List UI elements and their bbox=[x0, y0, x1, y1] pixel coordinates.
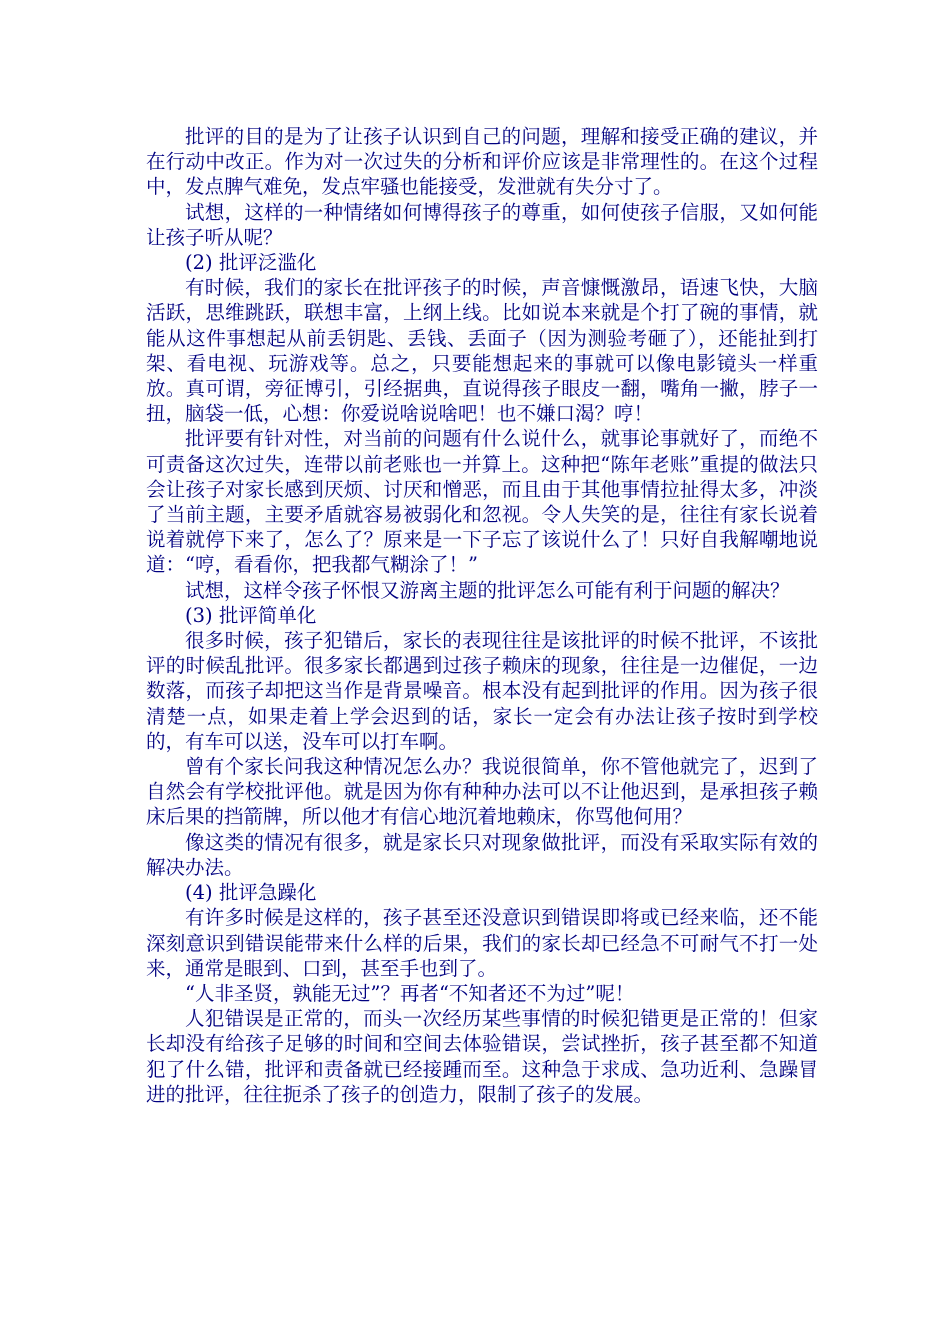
paragraph: 批评要有针对性，对当前的问题有什么说什么，就事论事就好了，而绝不可责备这次过失，连带以前老账也一并算上。这种把“陈年老账”重提的做法只会让孩子对家长感到厌烦、讨厌和憎恶，而且由于其他事情拉扯得太多，冲淡了当前主题，主要矛盾就容易被弱化和忽视。令人失笑的是，往往有家长说着说着就停下来了，怎么了？原来是一下子忘了该说什么了！只好自我解嘲地说道：“哼，看看你，把我都气糊涂了！” bbox=[146, 427, 818, 577]
document-body bbox=[146, 124, 818, 1107]
paragraph: 人犯错误是正常的，而头一次经历某些事情的时候犯错更是正常的！但家长却没有给孩子足够的时间和空间去体验错误，尝试挫折，孩子甚至都不知道犯了什么错，批评和责备就已经接踵而至。这种急于求成、急功近利、急躁冒进的批评，往往扼杀了孩子的创造力，限制了孩子的发展。 bbox=[146, 1007, 818, 1106]
paragraph: 曾有个家长问我这种情况怎么办？我说很简单，你不管他就完了，迟到了自然会有学校批评他。就是因为你有种种办法可以不让他迟到，是承担孩子赖床后果的挡箭牌，所以他才有信心地沉着地赖床，你骂他何用？ bbox=[146, 755, 818, 829]
paragraph: 试想，这样的一种情绪如何博得孩子的尊重，如何使孩子信服，又如何能让孩子听从呢？ bbox=[146, 200, 818, 249]
paragraph: 批评的目的是为了让孩子认识到自己的问题，理解和接受正确的建议，并在行动中改正。作为对一次过失的分析和评价应该是非常理性的。在这个过程中，发点脾气难免，发点牢骚也能接受，发泄就有失分寸了。 bbox=[146, 125, 818, 199]
paragraph: 很多时候，孩子犯错后，家长的表现往往是该批评的时候不批评，不该批评的时候乱批评。很多家长都遇到过孩子赖床的现象，往往是一边催促，一边数落，而孩子却把这当作是背景噪音。根本没有起到批评的作用。因为孩子很清楚一点，如果走着上学会迟到的话，家长一定会有办法让孩子按时到学校的，有车可以送，没车可以打车啊。 bbox=[146, 629, 818, 753]
paragraph: 像这类的情况有很多，就是家长只对现象做批评，而没有采取实际有效的解决办法。 bbox=[146, 830, 818, 879]
section-heading: (3) 批评简单化 bbox=[185, 603, 317, 627]
section-heading: (4) 批评急躁化 bbox=[185, 881, 317, 905]
paragraph: “人非圣贤，孰能无过”？再者“不知者还不为过”呢！ bbox=[185, 981, 635, 1005]
paragraph: 试想，这样令孩子怀恨又游离主题的批评怎么可能有利于问题的解决？ bbox=[185, 578, 790, 602]
paragraph: 有许多时候是这样的，孩子甚至还没意识到错误即将或已经来临，还不能深刻意识到错误能带来什么样的后果，我们的家长却已经急不可耐气不打一处来，通常是眼到、口到，甚至手也到了。 bbox=[146, 906, 818, 980]
section-heading: (2) 批评泛滥化 bbox=[185, 251, 317, 275]
paragraph: 有时候，我们的家长在批评孩子的时候，声音慷慨激昂，语速飞快，大脑活跃，思维跳跃，联想丰富，上纲上线。比如说本来就是个打了碗的事情，就能从这件事想起从前丢钥匙、丢钱、丢面子（因为测验考砸了），还能扯到打架、看电视、玩游戏等。总之，只要能想起来的事就可以像电影镜头一样重放。真可谓，旁征博引，引经据典，直说得孩子眼皮一翻，嘴角一撇，脖子一扭，脑袋一低，心想：你爱说啥说啥吧！也不嫌口渴？哼！ bbox=[146, 276, 818, 426]
